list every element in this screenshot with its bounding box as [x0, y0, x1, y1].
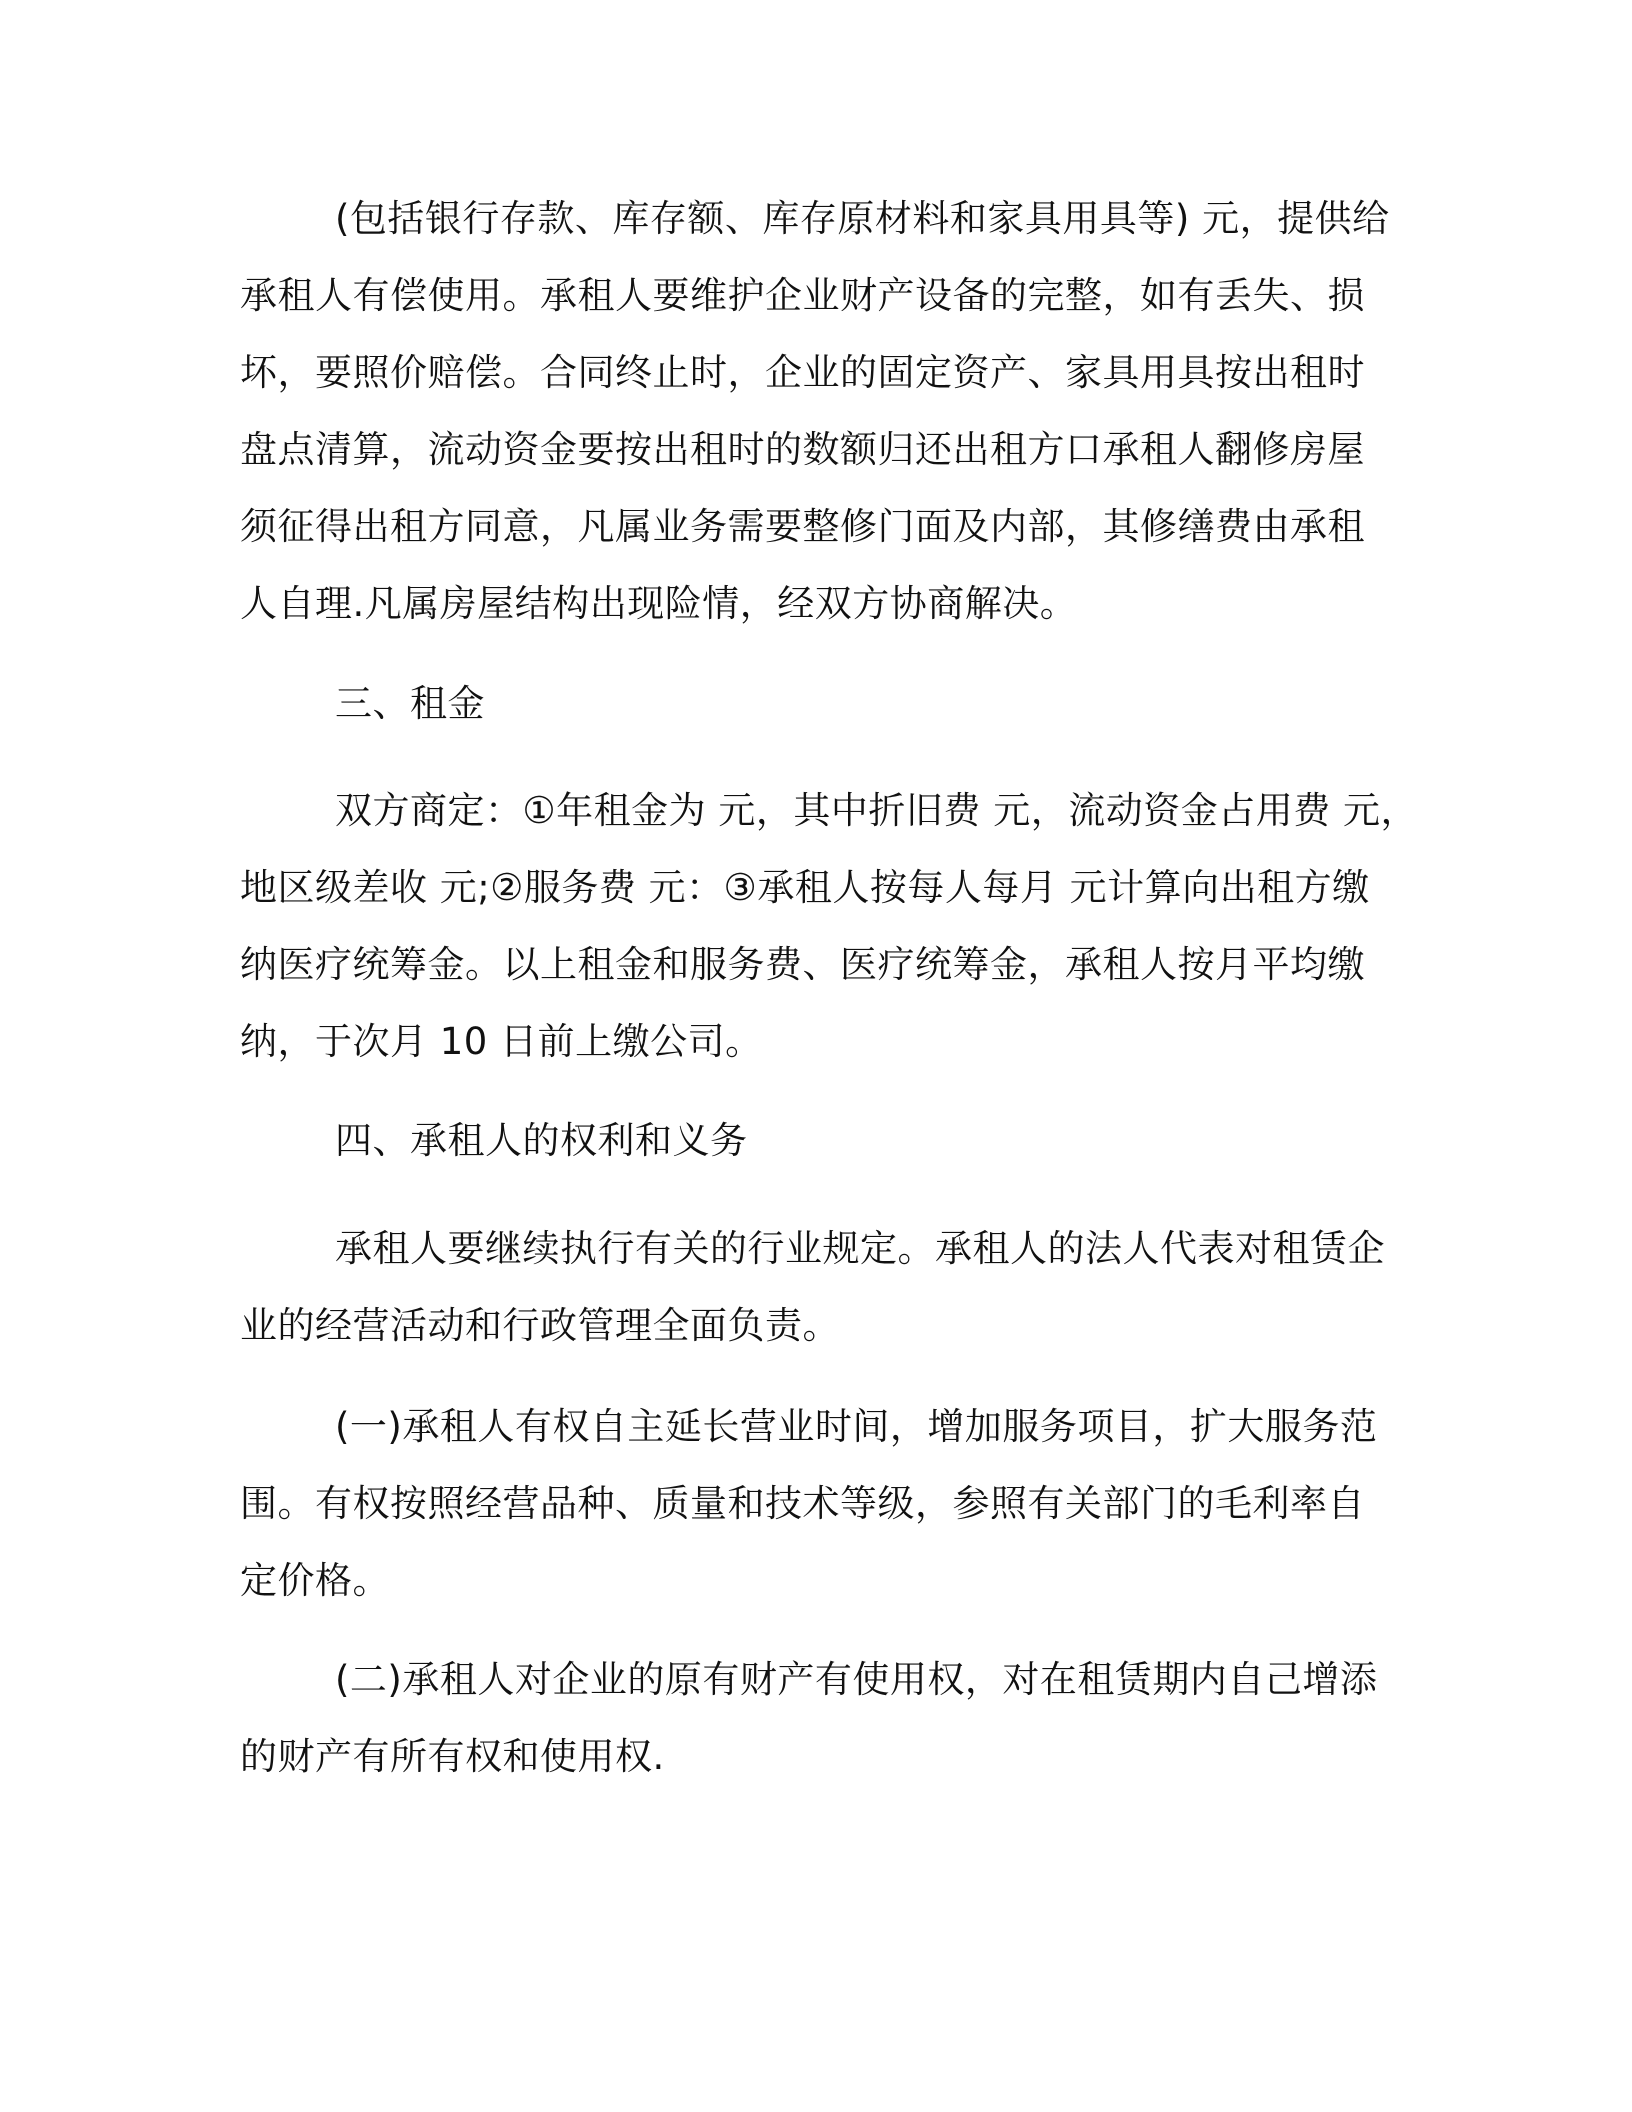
text-line: 地区级差收 元;②服务费 元：③承租人按每人每月 元计算向出租方缴 [240, 866, 1370, 909]
section-heading: 三、租金 [335, 682, 485, 725]
text-line: 纳，于次月 10 日前上缴公司。 [240, 1020, 763, 1063]
paragraph-right-2 [240, 1641, 1377, 1795]
text-line: 须征得出租方同意，凡属业务需要整修门面及内部，其修缮费由承租 [240, 505, 1365, 548]
text-line: 的财产有所有权和使用权. [240, 1735, 665, 1778]
text-line: 人自理.凡属房屋结构出现险情，经双方协商解决。 [240, 582, 1078, 625]
text-line: (二)承租人对企业的原有财产有使用权，对在租赁期内自己增添 [335, 1658, 1378, 1701]
paragraph-property-use [240, 180, 1390, 642]
text-line: 坏，要照价赔偿。合同终止时，企业的固定资产、家具用具按出租时 [240, 351, 1365, 394]
section-heading-rights [240, 1102, 748, 1179]
text-line: 围。有权按照经营品种、质量和技术等级，参照有关部门的毛利率自 [240, 1482, 1365, 1525]
text-line: (包括银行存款、库存额、库存原材料和家具用具等) 元，提供给 [335, 197, 1390, 240]
text-line: 业的经营活动和行政管理全面负责。 [240, 1304, 840, 1347]
text-line: 纳医疗统筹金。以上租金和服务费、医疗统筹金，承租人按月平均缴 [240, 943, 1365, 986]
text-line: 承租人有偿使用。承租人要维护企业财产设备的完整，如有丢失、损 [240, 274, 1365, 317]
section-heading: 四、承租人的权利和义务 [335, 1119, 748, 1162]
text-line: 定价格。 [240, 1559, 390, 1602]
text-line: 双方商定：①年租金为 元，其中折旧费 元，流动资金占用费 元， [335, 789, 1418, 832]
paragraph-rent-terms [240, 772, 1418, 1080]
section-heading-rent [240, 665, 485, 742]
paragraph-right-1 [240, 1388, 1377, 1619]
paragraph-regulations [240, 1210, 1385, 1364]
text-line: 盘点清算，流动资金要按出租时的数额归还出租方口承租人翻修房屋 [240, 428, 1365, 471]
text-line: 承租人要继续执行有关的行业规定。承租人的法人代表对租赁企 [335, 1227, 1385, 1270]
text-line: (一)承租人有权自主延长营业时间，增加服务项目，扩大服务范 [335, 1405, 1378, 1448]
